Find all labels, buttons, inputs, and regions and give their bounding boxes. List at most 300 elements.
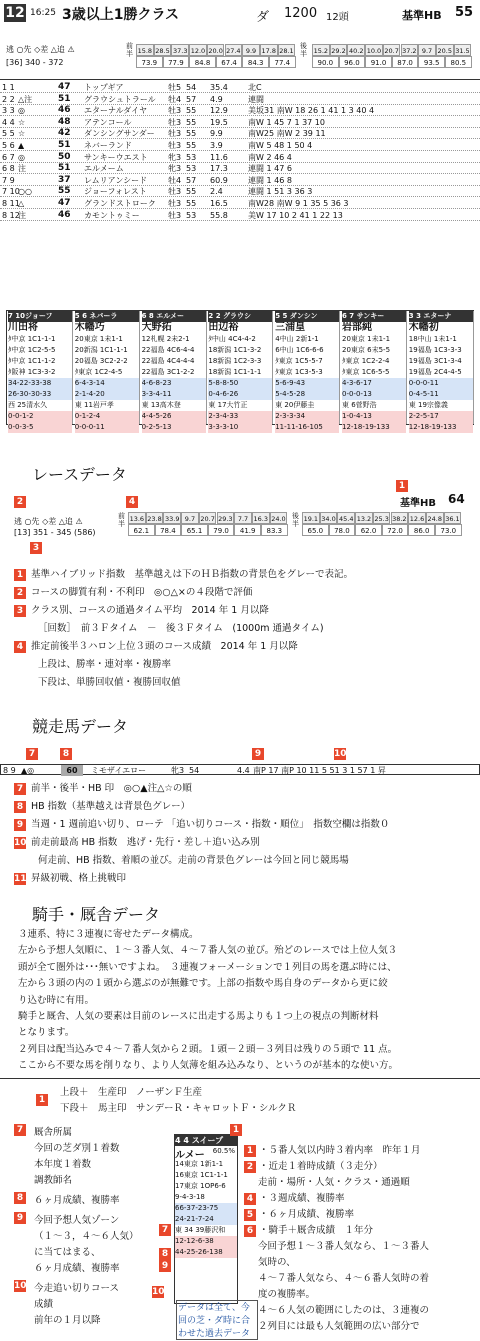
- entry-row: [0, 94, 480, 105]
- entry-note: 9.9: [210, 129, 223, 139]
- left-line: 厩舎所属: [34, 1127, 73, 1138]
- card-line: 17東京 1OP6-6: [175, 1182, 226, 1190]
- marker-9: 9: [252, 748, 264, 760]
- paragraph-line: 左から予想人気順に、１～３番人気、４～７番人気の並び。殆どのレースでは上位人気３: [18, 945, 398, 957]
- race-distance: 1200: [284, 6, 318, 21]
- entry-mark: △注: [18, 94, 33, 104]
- entry-sex: 牡4: [168, 94, 182, 104]
- note-text: 当週・1 週前追い切り、ローテ 「追い切りコース・指数・順位」 指数空欄は指数０: [31, 819, 390, 830]
- bottom-top-labels: [60, 1084, 460, 1116]
- avg-cell: 62.0: [355, 524, 382, 536]
- entry-row: [0, 105, 480, 116]
- column-line: 18新潟 1C1-1-1: [208, 368, 262, 376]
- avg-cell: 91.0: [365, 56, 392, 68]
- column-line: 6-4-3-14: [75, 378, 139, 389]
- note-item: [14, 836, 260, 849]
- jockey-column: [341, 311, 407, 431]
- horse-data-title: 競走馬データ: [32, 717, 129, 736]
- entry-wt: 53: [186, 210, 197, 220]
- right-note: [258, 1254, 296, 1268]
- column-line: 22福島 4C4-4-4: [141, 357, 195, 365]
- entry-ext: 美W 17 10 2 41 1 22 13: [248, 210, 343, 220]
- time-cell: 13.6: [128, 512, 146, 524]
- entry-note: 35.4: [210, 83, 228, 92]
- left-marker: 10: [14, 1281, 27, 1291]
- column-line: ﾀ中京 1C1-1-2: [8, 357, 56, 365]
- marker-c7: 7: [159, 1224, 171, 1236]
- note-item: [14, 640, 298, 653]
- time-cell: 9.9: [242, 44, 260, 56]
- jockey-column: [207, 311, 273, 431]
- note-item: [14, 604, 269, 617]
- time-cell: 15.2: [312, 44, 330, 56]
- note-item: [38, 658, 171, 671]
- entry-row: [0, 82, 480, 93]
- top-label: 上段＋ 生産印 ノーザンＦ生産: [60, 1087, 203, 1098]
- jockey-name: 田辺裕: [208, 322, 239, 333]
- entry-ext: 南W25 南W 2 39 11: [248, 129, 326, 139]
- right-marker: 4: [244, 1193, 256, 1205]
- entry-mark: ▲: [18, 141, 25, 150]
- entry-wt: 55: [186, 187, 197, 197]
- column-line: 0-1-2-4: [75, 411, 139, 422]
- entry-sex: 牝3: [168, 152, 182, 162]
- entry-idx: 50: [58, 151, 71, 162]
- entry-idx: 55: [58, 186, 71, 197]
- time-cell: 29.3: [217, 512, 235, 524]
- entry-mark: ○○: [18, 187, 32, 197]
- time-cell: 40.2: [347, 44, 365, 56]
- right-note: [258, 1270, 429, 1284]
- note-marker: 11: [14, 874, 27, 884]
- entry-ext: 南W28 南W 9 1 35 5 36 3: [248, 199, 349, 208]
- time-cell: 9.7: [181, 512, 199, 524]
- card-head: 4 4 スイープ: [175, 1135, 237, 1146]
- time-cell: 12.0: [189, 44, 207, 56]
- time-cell: 20.5: [436, 44, 454, 56]
- left-line: 今回の芝ダ別１着数: [34, 1143, 120, 1154]
- card-line: 24-21-7-24: [175, 1214, 237, 1225]
- note-marker: 9: [14, 819, 26, 831]
- avg-cell: 67.4: [216, 56, 243, 68]
- column-line: 20東京 6末5-5: [342, 346, 391, 354]
- column-line: 0-0-0-11: [75, 422, 139, 433]
- index-value: 55: [455, 5, 474, 20]
- rd-back-label: 後半: [292, 512, 299, 528]
- race-data-title: レースデータ: [32, 465, 127, 484]
- right-note: [244, 1158, 383, 1173]
- column-line: 4-4-5-26: [142, 411, 206, 422]
- marker-2: 2: [14, 496, 26, 508]
- column-line: 20新潟 1C1-1-1: [74, 346, 128, 354]
- entry-name: エルメーム: [84, 164, 124, 174]
- sample-name: ミモザイエロー: [91, 766, 147, 775]
- index-label: 基準HB: [402, 9, 442, 22]
- sample-mark: ▲◎: [21, 766, 35, 775]
- right-note: [244, 1190, 345, 1205]
- card-line: 9-4-3-18: [175, 1193, 205, 1201]
- race-number: 12: [5, 5, 25, 21]
- time-cell: 25.3: [373, 512, 391, 524]
- time-cell: 33.9: [163, 512, 181, 524]
- right-marker: 1: [244, 1145, 256, 1157]
- column-line: 19福島 2C4-4-5: [408, 368, 462, 376]
- entry-idx: 47: [58, 198, 71, 208]
- jockey-column: [274, 311, 340, 431]
- entry-mark: 注: [18, 210, 26, 220]
- rd-front-label: 前半: [118, 512, 125, 528]
- right-note: [244, 1222, 373, 1237]
- marker-c10: 10: [152, 1287, 165, 1297]
- avg-cell: 78.0: [329, 524, 356, 536]
- note-text: 前走前最高 HB 指数 逃げ・先行・差し＋追い込み別: [31, 837, 260, 848]
- race-data-notes: [0, 568, 480, 698]
- avg-cell: 65.1: [181, 524, 208, 536]
- entry-ext: 南W 5 48 1 50 4: [248, 141, 313, 150]
- front-time-grid: [136, 44, 296, 76]
- entry-wt: 53: [186, 164, 197, 174]
- column-line: 12-18-19-133: [342, 422, 406, 433]
- column-line: ﾀ中京 1C1-1-1: [8, 335, 56, 343]
- column-line: 2-2-5-17: [409, 411, 473, 422]
- time-cell: 9.7: [418, 44, 436, 56]
- entry-name: グランドストローク: [84, 199, 156, 208]
- card-line: 44-25-26-138: [175, 1247, 237, 1258]
- note-marker: 10: [14, 838, 27, 848]
- card-line: 14東京 1新1-1: [175, 1160, 224, 1168]
- entry-row: [0, 163, 480, 174]
- avg-cell: 77.9: [163, 56, 190, 68]
- column-line: 東 19宗像義: [408, 401, 448, 409]
- note-text: 推定前後半３ハロン上位３頭のコース成績 2014 年 1 月以降: [31, 641, 298, 652]
- paragraph-line: となります。: [18, 1027, 75, 1039]
- entries-table: [0, 82, 480, 222]
- column-line: ﾀ東京 1C6-5-5: [342, 368, 390, 376]
- card-line: 16東京 1C1-1-1: [175, 1171, 228, 1179]
- entry-no: 4 4: [2, 117, 15, 127]
- entry-sex: 牡3: [168, 129, 182, 139]
- right-text: ・６ヶ月成績、複勝率: [259, 1209, 355, 1220]
- right-text: ・近走１着時成績（３走分）: [259, 1161, 383, 1172]
- time-cell: 13.2: [355, 512, 373, 524]
- entry-name: ジョーフォレスト: [84, 187, 147, 197]
- time-cell: 20.0: [207, 44, 225, 56]
- left-line: ６ヶ月成績、複勝率: [34, 1195, 120, 1206]
- rd-legend: 逃 ○先 ◇差 △追 ⚠: [14, 517, 83, 526]
- entry-sex: 牝3: [168, 164, 182, 174]
- note-text: クラス別、コースの通過タイム平均 2014 年 1 月以降: [31, 605, 269, 616]
- entry-name: ネバーランド: [84, 141, 132, 150]
- avg-cell: 87.0: [392, 56, 419, 68]
- column-line: 3-3-4-11: [142, 389, 206, 400]
- entry-wt: 55: [186, 199, 197, 208]
- entry-note: 12.9: [210, 106, 228, 116]
- column-line: ﾀ中山 4C4-4-2: [208, 335, 256, 343]
- jockey-data-text: [18, 926, 468, 1076]
- column-line: 5-4-5-28: [275, 389, 339, 400]
- avg-cell: 73.0: [435, 524, 462, 536]
- rd-sub: [13] 351 - 345 (586): [14, 528, 96, 537]
- right-marker: 6: [244, 1225, 256, 1237]
- entry-note: 55.8: [210, 210, 228, 220]
- time-cell: 45.4: [337, 512, 355, 524]
- entry-idx: 46: [58, 209, 71, 220]
- pace-legend: 逃 ○先 ◇差 △追 ⚠: [6, 45, 75, 54]
- time-cell: 38.2: [391, 512, 409, 524]
- column-line: 34-22-33-38: [8, 378, 72, 389]
- entry-note: 11.6: [210, 152, 228, 162]
- entry-sex: 牡3: [168, 199, 182, 208]
- column-line: 22福島 4C6-4-4: [141, 346, 195, 354]
- paragraph-line: 騎手と厩舎、人気の要素は目前のレースに出走する馬よりも１つ上の視点の判断材料: [18, 1011, 379, 1022]
- entry-wt: 55: [186, 106, 197, 116]
- right-note: [258, 1286, 315, 1300]
- entry-ext: 連闘: [248, 94, 264, 104]
- race-surface: ダ: [256, 10, 270, 25]
- race-sub: [36] 340 - 372: [6, 58, 64, 67]
- column-line: 18新潟 1C1-3-2: [208, 346, 262, 354]
- marker-c8: 8: [159, 1248, 171, 1260]
- entry-wt: 54: [186, 83, 197, 92]
- column-head: 7 10ジョーフ: [8, 311, 72, 322]
- note-item: [14, 568, 353, 581]
- entry-row: [0, 140, 480, 151]
- time-cell: 12.6: [408, 512, 426, 524]
- right-marker: 5: [244, 1209, 256, 1221]
- time-cell: 7.7: [234, 512, 252, 524]
- entry-wt: 57: [186, 175, 197, 185]
- jockey-columns: [6, 310, 474, 431]
- avg-cell: 41.9: [234, 524, 261, 536]
- entry-wt: 55: [186, 141, 197, 150]
- avg-cell: 77.4: [269, 56, 296, 68]
- entry-idx: 47: [58, 82, 71, 92]
- time-cell: 20.7: [383, 44, 401, 56]
- left-line: に当てはまる、: [34, 1247, 101, 1258]
- entry-note: 3.9: [210, 141, 223, 150]
- right-text: ・３週成績、複勝率: [259, 1193, 345, 1204]
- avg-cell: 86.0: [408, 524, 435, 536]
- marker-8: 8: [60, 748, 72, 760]
- column-line: 19福島 1C3-3-3: [408, 346, 462, 354]
- note-text: ［回数］ 前３Ｆタイム － 後３Ｆタイム (1000m 通過タイム): [38, 623, 324, 634]
- right-note: [258, 1318, 420, 1332]
- column-head: 6 7 サンキー: [342, 311, 406, 322]
- sample-index: 60: [61, 765, 83, 776]
- card-line: 66-37-23-75: [175, 1203, 237, 1214]
- entry-note: 17.3: [210, 164, 228, 174]
- entry-mark: ◎: [18, 152, 25, 162]
- column-line: 22福島 3C1-2-2: [141, 368, 195, 376]
- entry-note: 2.4: [210, 187, 223, 197]
- column-line: 4-3-6-17: [342, 378, 406, 389]
- column-line: 18新潟 1C2-3-3: [208, 357, 262, 365]
- time-cell: 29.2: [330, 44, 348, 56]
- entry-row: [0, 152, 480, 163]
- right-text: ４～６人気の範囲にしたのは、３連複の: [258, 1305, 430, 1316]
- entry-mark: △: [18, 199, 25, 208]
- column-head: 3 3 エターナ: [409, 311, 473, 322]
- bottom-right-notes: [244, 1142, 478, 1338]
- top-label: 下段＋ 馬主印 サンデーＲ・キャロットＦ・シルクＲ: [60, 1103, 297, 1114]
- marker-4: 4: [126, 496, 138, 508]
- jockey-name: 木幡巧: [74, 322, 105, 333]
- entry-ext: 連闘 1 51 3 36 3: [248, 187, 313, 197]
- entry-ext: 連闘 1 47 6: [248, 164, 292, 174]
- jockey-name: 川田将: [8, 322, 38, 333]
- left-marker: 8: [14, 1192, 26, 1204]
- time-cell: 27.4: [225, 44, 243, 56]
- paragraph-line: ３連系、特に３連複に寄せたデータ構成。: [18, 929, 199, 940]
- right-text: 度の複勝率。: [258, 1289, 316, 1300]
- left-line: ６ヶ月成績、複勝率: [34, 1263, 120, 1274]
- column-head: 5 6 ネバーラ: [75, 311, 139, 322]
- marker-c9: 9: [159, 1260, 171, 1272]
- entry-row: [0, 117, 480, 128]
- note-item: [38, 854, 349, 867]
- right-note: [258, 1174, 410, 1188]
- entry-note: 16.5: [210, 199, 228, 208]
- column-line: ﾀ東京 1C2-4-5: [74, 368, 123, 376]
- column-line: ﾀ中京 1C2-5-5: [8, 346, 56, 354]
- left-line: 今走追い切りコース: [34, 1283, 120, 1294]
- right-note: [258, 1302, 429, 1316]
- column-line: 20東京 1未1-1: [74, 335, 123, 343]
- avg-cell: 84.8: [189, 56, 216, 68]
- entry-idx: 51: [58, 163, 71, 174]
- column-line: 11-11-16-105: [275, 422, 339, 433]
- note-text: 基準ハイブリッド指数 基準越えは下のＨＢ指数の背景色をグレーで表記。: [31, 569, 353, 580]
- column-line: 東 20伊藤圭: [275, 401, 315, 409]
- paragraph-line: ２列目は配当込みで４～７番人気から２頭。１頭－２頭－３列目は残りの５頭で 11 点。: [18, 1043, 398, 1055]
- avg-cell: 65.0: [302, 524, 329, 536]
- divider: [0, 1078, 480, 1079]
- column-line: 20東京 1未1-1: [342, 335, 391, 343]
- column-line: 0-0-0-11: [409, 378, 473, 389]
- time-cell: 15.8: [136, 44, 154, 56]
- entry-no: 6 7: [2, 152, 15, 162]
- column-line: 2-1-4-20: [75, 389, 139, 400]
- entry-mark: ☆: [18, 129, 26, 139]
- card-jockey: ルメー: [175, 1150, 205, 1161]
- entry-mark: 注: [18, 164, 26, 174]
- note-item: [14, 800, 190, 813]
- avg-cell: 84.3: [242, 56, 269, 68]
- column-line: 東 13高木登: [141, 401, 181, 409]
- column-line: 5-6-9-43: [275, 378, 339, 389]
- entry-no: 7 10: [2, 187, 20, 197]
- avg-cell: 80.5: [445, 56, 472, 68]
- note-item: [14, 818, 389, 831]
- sample-odds: 4.4: [237, 766, 250, 775]
- avg-cell: 83.3: [261, 524, 288, 536]
- avg-cell: 93.5: [418, 56, 445, 68]
- sample-weight: 54: [189, 766, 200, 775]
- entry-ext: 南W 1 45 7 1 37 10: [248, 117, 325, 127]
- entry-name: カモントゥミー: [84, 210, 140, 220]
- column-line: 19福島 3C1-3-4: [408, 357, 462, 365]
- back-label: 後半: [300, 42, 307, 58]
- entry-idx: 51: [58, 140, 71, 150]
- entry-no: 1 1: [2, 83, 15, 92]
- time-cell: 17.8: [260, 44, 278, 56]
- sample-jockey-card: [174, 1134, 238, 1304]
- column-line: 東 6菅野浩: [342, 401, 377, 409]
- column-line: 18中山 1未1-1: [408, 335, 457, 343]
- note-text: コースの脚質有利・不利印 ◎○△×の４段階で評価: [31, 587, 253, 598]
- horse-data-notes: [0, 782, 480, 892]
- note-marker: 8: [14, 801, 26, 813]
- avg-cell: 79.0: [208, 524, 235, 536]
- left-line: 成績: [34, 1299, 54, 1310]
- race-title: 3歳以上1勝クラス: [62, 7, 180, 23]
- time-cell: 20.7: [199, 512, 217, 524]
- race-entries: 12頭: [326, 12, 349, 23]
- entry-no: 2 2: [2, 94, 15, 104]
- marker-1: 1: [396, 480, 408, 492]
- jockey-column: [141, 311, 207, 431]
- column-line: ﾀ阪神 1C3-3-2: [8, 368, 56, 376]
- card-line: 東 34 39藤沢和: [175, 1226, 226, 1234]
- note-item: [14, 782, 192, 795]
- note-marker: 2: [14, 587, 26, 599]
- paragraph-line: 頭が全て圏外は･･･無いですよね。 ３連複フォーメーションで１列目の馬を選ぶ時には、: [18, 961, 397, 973]
- column-line: 5-8-8-50: [208, 378, 272, 389]
- right-note: [244, 1206, 354, 1221]
- rd-front-grid: [128, 512, 288, 538]
- sample-horse-row: [0, 764, 480, 775]
- time-cell: 16.3: [252, 512, 270, 524]
- entry-sex: 牡3: [168, 117, 182, 127]
- left-line: 今回予想人気ゾーン: [34, 1215, 120, 1226]
- entry-name: サンキーウエスト: [84, 152, 148, 162]
- entry-idx: 42: [58, 128, 71, 139]
- note-item: [14, 872, 126, 885]
- column-line: 12札幌 2未2-1: [141, 335, 190, 343]
- right-marker: 2: [244, 1161, 256, 1173]
- entry-note: 19.5: [210, 117, 228, 127]
- marker-c1: 1: [230, 1124, 242, 1136]
- column-line: 西 25清水久: [8, 401, 48, 409]
- jockey-column: [408, 311, 474, 431]
- entry-mark: ☆: [18, 117, 26, 127]
- column-line: 20福島 3C2-2-2: [74, 357, 128, 365]
- entry-no: 5 5: [2, 129, 15, 139]
- column-line: 0-4-6-26: [208, 389, 272, 400]
- marker-10: 10: [334, 749, 347, 759]
- entry-idx: 46: [58, 105, 71, 116]
- entry-name: グラウシュトラール: [84, 94, 156, 104]
- column-line: 12-18-19-133: [409, 422, 473, 433]
- entry-no: 7 9: [2, 175, 15, 185]
- note-text: 何走前、HB 指数、着順の並び。走前の背景色グレーは今回と同じ競馬場: [38, 855, 349, 866]
- paragraph-line: 左から３頭の内の１頭から選ぶのが無難です。上部の指数や馬自身のデータから更に絞: [18, 978, 388, 990]
- marker-b1: 1: [36, 1094, 48, 1106]
- sample-sex: 牝3: [171, 766, 185, 775]
- entry-wt: 55: [186, 129, 197, 139]
- entry-note: 60.9: [210, 175, 228, 185]
- note-marker: 1: [14, 569, 26, 581]
- entry-sex: 牡3: [168, 187, 182, 197]
- time-cell: 37.2: [401, 44, 419, 56]
- column-line: 4-6-8-23: [142, 378, 206, 389]
- note-item: [38, 676, 181, 689]
- entry-wt: 55: [186, 117, 197, 127]
- column-head: 5 5 ダンシン: [275, 311, 339, 322]
- column-line: 3-3-3-10: [208, 422, 272, 433]
- time-cell: 28.1: [278, 44, 296, 56]
- entry-ext: 北C: [248, 83, 262, 92]
